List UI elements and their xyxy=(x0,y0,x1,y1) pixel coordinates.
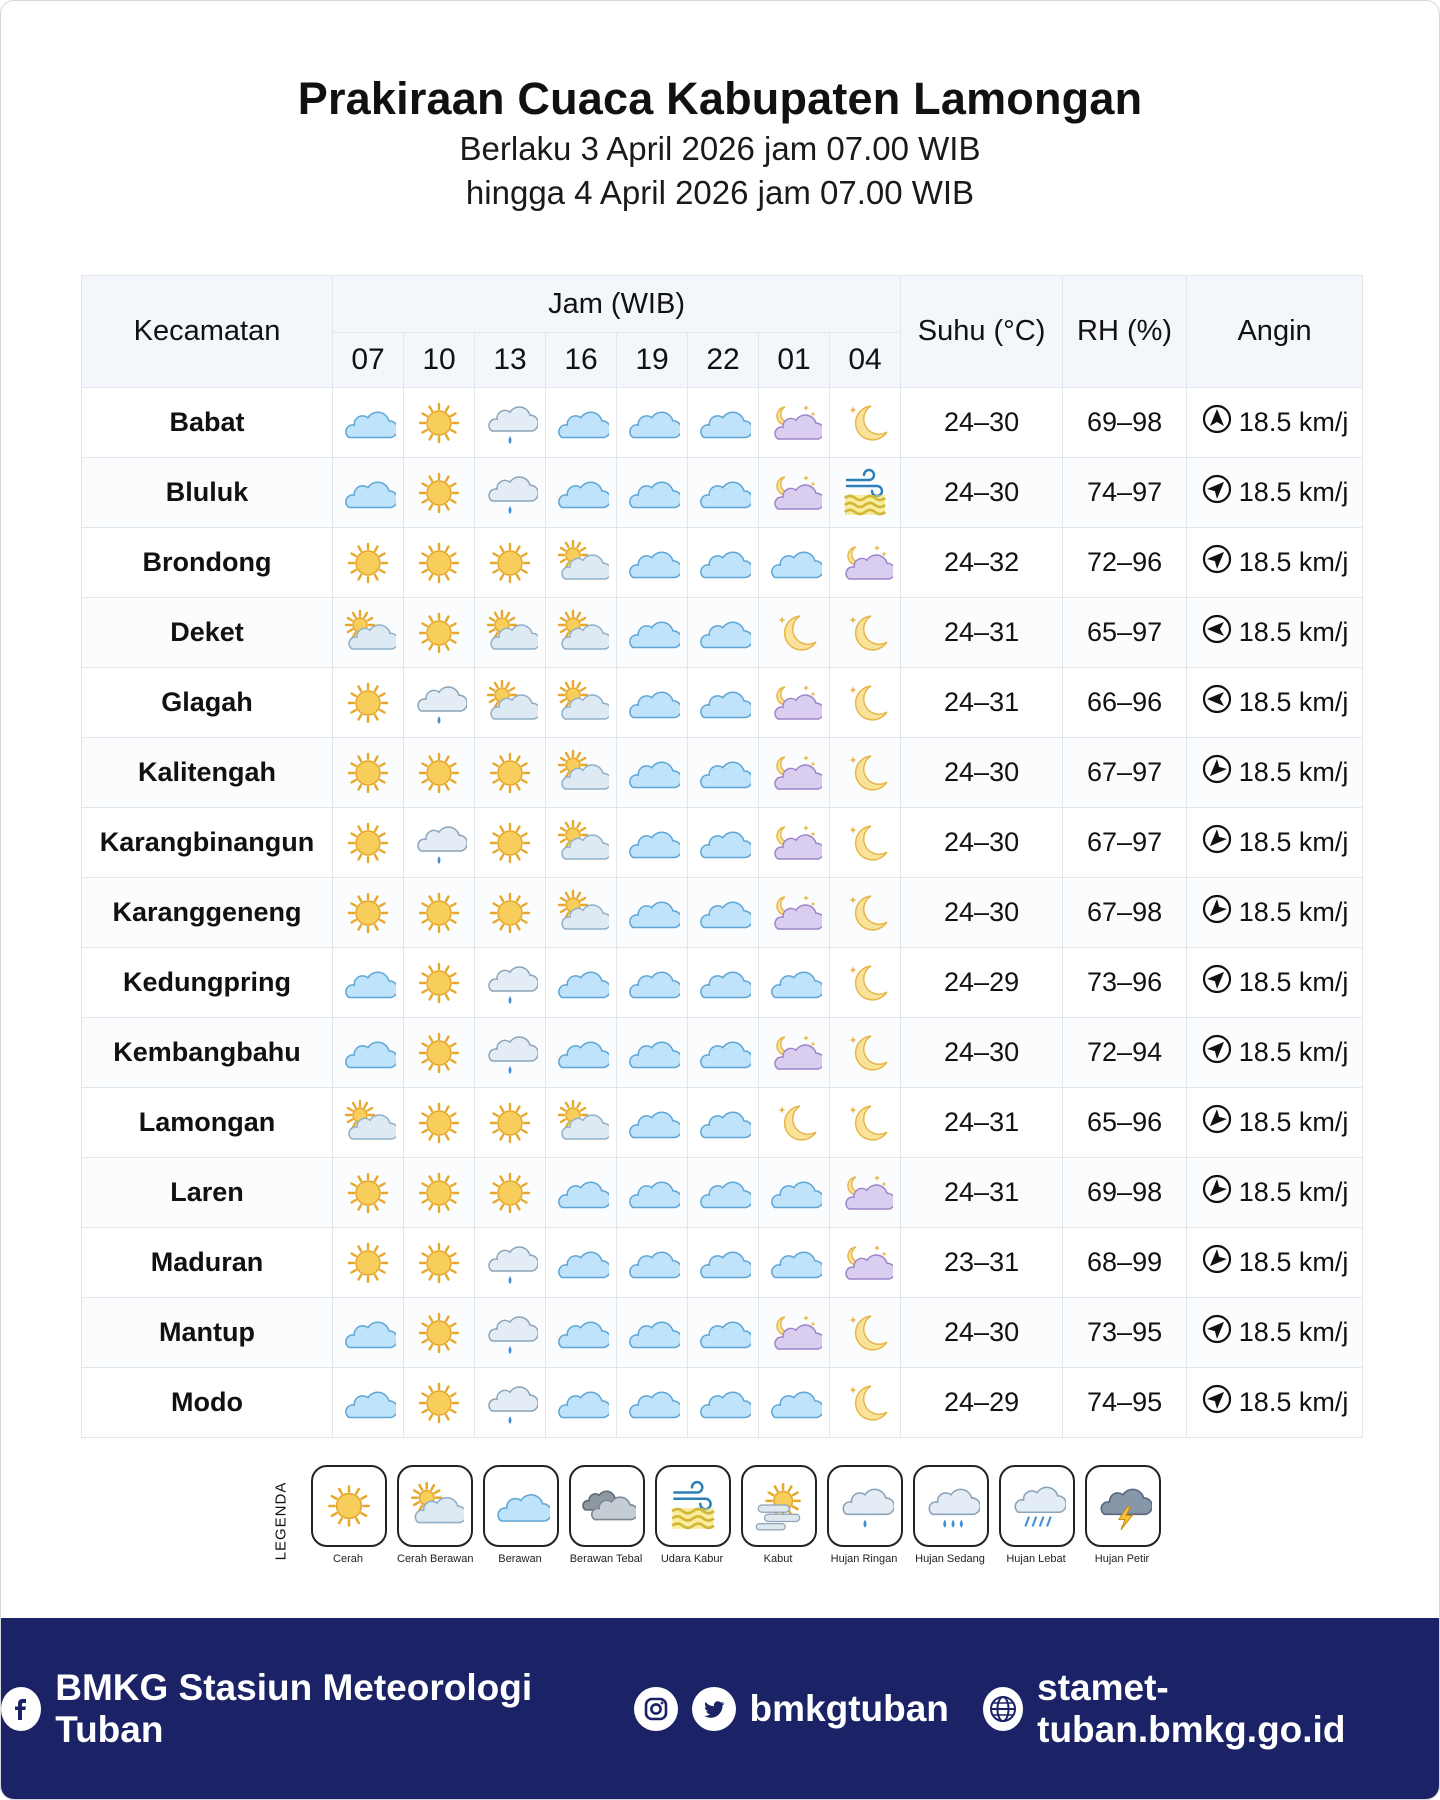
cerah-berawan-icon xyxy=(546,878,617,948)
table-row xyxy=(82,738,1363,808)
legend xyxy=(267,1465,1187,1575)
header-district: Kecamatan xyxy=(82,276,333,388)
header-hour: 10 xyxy=(404,333,475,388)
berawan-icon xyxy=(759,1228,830,1298)
humidity-cell: 65–96 xyxy=(1063,1088,1187,1158)
berawan-icon xyxy=(688,528,759,598)
temperature-cell: 24–30 xyxy=(901,878,1063,948)
berawan-icon xyxy=(546,388,617,458)
berawan-malam-icon xyxy=(759,1298,830,1368)
wind-cell xyxy=(1187,388,1363,458)
wind-direction-icon xyxy=(1201,1033,1233,1072)
berawan-icon xyxy=(688,598,759,668)
district-name: Bluluk xyxy=(82,458,333,528)
wind-speed: 18.5 km/j xyxy=(1238,547,1349,577)
temperature-cell: 24–31 xyxy=(901,598,1063,668)
header-hour: 19 xyxy=(617,333,688,388)
globe-icon xyxy=(983,1687,1023,1731)
berawan-icon xyxy=(688,878,759,948)
wind-direction-icon xyxy=(1201,753,1233,792)
cerah-icon xyxy=(475,808,546,878)
cerah-icon xyxy=(404,738,475,808)
berawan-icon xyxy=(546,1228,617,1298)
wind-speed: 18.5 km/j xyxy=(1238,1247,1349,1277)
temperature-cell: 24–30 xyxy=(901,1018,1063,1088)
wind-cell xyxy=(1187,1368,1363,1438)
temperature-cell: 24–30 xyxy=(901,388,1063,458)
table-row xyxy=(82,1088,1363,1158)
cerah-icon xyxy=(333,668,404,738)
legend-caption: Berawan xyxy=(498,1553,542,1565)
hujan-ringan-icon xyxy=(475,458,546,528)
header-hour: 16 xyxy=(546,333,617,388)
wind-cell xyxy=(1187,1298,1363,1368)
district-name: Babat xyxy=(82,388,333,458)
cerah-malam-icon xyxy=(830,1368,901,1438)
twitter-icon xyxy=(692,1687,736,1731)
berawan-icon xyxy=(688,1298,759,1368)
wind-direction-icon xyxy=(1201,893,1233,932)
berawan-icon xyxy=(617,738,688,808)
cerah-icon xyxy=(404,388,475,458)
district-name: Karangbinangun xyxy=(82,808,333,878)
cerah-malam-icon xyxy=(830,738,901,808)
wind-direction-icon xyxy=(1201,683,1233,722)
cerah-icon xyxy=(404,598,475,668)
hujan-ringan-icon xyxy=(475,1018,546,1088)
humidity-cell: 69–98 xyxy=(1063,388,1187,458)
footer-social[interactable] xyxy=(634,1687,949,1731)
humidity-cell: 65–97 xyxy=(1063,598,1187,668)
legend-item xyxy=(397,1465,474,1565)
wind-speed: 18.5 km/j xyxy=(1238,757,1349,787)
berawan-icon xyxy=(617,528,688,598)
berawan-tebal-icon xyxy=(569,1465,645,1547)
wind-speed: 18.5 km/j xyxy=(1238,1107,1349,1137)
legend-caption: Udara Kabur xyxy=(660,1553,724,1565)
wind-speed: 18.5 km/j xyxy=(1238,617,1349,647)
temperature-cell: 24–30 xyxy=(901,458,1063,528)
wind-direction-icon xyxy=(1201,403,1233,442)
berawan-malam-icon xyxy=(759,738,830,808)
berawan-malam-icon xyxy=(830,528,901,598)
cerah-icon xyxy=(475,1158,546,1228)
cerah-icon xyxy=(404,528,475,598)
cerah-malam-icon xyxy=(830,808,901,878)
table-row xyxy=(82,1158,1363,1228)
wind-speed: 18.5 km/j xyxy=(1238,967,1349,997)
cerah-berawan-icon xyxy=(475,668,546,738)
cerah-malam-icon xyxy=(830,1018,901,1088)
berawan-malam-icon xyxy=(759,388,830,458)
hujan-ringan-icon xyxy=(475,388,546,458)
berawan-icon xyxy=(617,458,688,528)
district-name: Lamongan xyxy=(82,1088,333,1158)
berawan-icon xyxy=(617,948,688,1018)
temperature-cell: 23–31 xyxy=(901,1228,1063,1298)
cerah-icon xyxy=(333,1228,404,1298)
berawan-malam-icon xyxy=(759,808,830,878)
berawan-icon xyxy=(617,1368,688,1438)
table-row xyxy=(82,878,1363,948)
legend-item xyxy=(483,1465,557,1565)
table-row xyxy=(82,948,1363,1018)
cerah-malam-icon xyxy=(830,1088,901,1158)
cerah-icon xyxy=(404,1298,475,1368)
cerah-berawan-icon xyxy=(546,668,617,738)
kabut-icon xyxy=(741,1465,817,1547)
district-name: Maduran xyxy=(82,1228,333,1298)
legend-item xyxy=(655,1465,729,1565)
header-hour: 22 xyxy=(688,333,759,388)
berawan-icon xyxy=(688,738,759,808)
table-row xyxy=(82,528,1363,598)
cerah-berawan-icon xyxy=(333,1088,404,1158)
wind-cell xyxy=(1187,738,1363,808)
legend-label-text: LEGENDA xyxy=(272,1481,290,1561)
udara-kabur-icon xyxy=(655,1465,731,1547)
berawan-icon xyxy=(617,808,688,878)
berawan-icon xyxy=(617,1158,688,1228)
wind-direction-icon xyxy=(1201,1103,1233,1142)
berawan-icon xyxy=(688,388,759,458)
table-row xyxy=(82,1018,1363,1088)
cerah-berawan-icon xyxy=(546,738,617,808)
humidity-cell: 74–97 xyxy=(1063,458,1187,528)
header-temperature: Suhu (°C) xyxy=(901,276,1063,388)
berawan-malam-icon xyxy=(759,668,830,738)
hujan-ringan-icon xyxy=(404,808,475,878)
temperature-cell: 24–30 xyxy=(901,1298,1063,1368)
berawan-icon xyxy=(688,948,759,1018)
footer xyxy=(1,1618,1439,1799)
table-row xyxy=(82,458,1363,528)
berawan-icon xyxy=(333,948,404,1018)
legend-item xyxy=(913,1465,987,1565)
table-row xyxy=(82,1368,1363,1438)
cerah-icon xyxy=(404,458,475,528)
humidity-cell: 72–94 xyxy=(1063,1018,1187,1088)
hujan-lebat-icon xyxy=(999,1465,1075,1547)
legend-items xyxy=(311,1465,1159,1565)
humidity-cell: 66–96 xyxy=(1063,668,1187,738)
berawan-icon xyxy=(688,1158,759,1228)
wind-cell xyxy=(1187,1158,1363,1228)
cerah-berawan-icon xyxy=(333,598,404,668)
cerah-icon xyxy=(333,528,404,598)
district-name: Mantup xyxy=(82,1298,333,1368)
berawan-icon xyxy=(333,458,404,528)
page-title: Prakiraan Cuaca Kabupaten Lamongan xyxy=(297,73,1143,124)
humidity-cell: 67–97 xyxy=(1063,738,1187,808)
hujan-sedang-icon xyxy=(913,1465,989,1547)
berawan-icon xyxy=(617,388,688,458)
berawan-malam-icon xyxy=(759,878,830,948)
legend-caption: Cerah xyxy=(333,1553,363,1565)
wind-cell xyxy=(1187,458,1363,528)
cerah-malam-icon xyxy=(759,1088,830,1158)
wind-speed: 18.5 km/j xyxy=(1238,477,1349,507)
berawan-icon xyxy=(546,458,617,528)
district-name: Modo xyxy=(82,1368,333,1438)
berawan-icon xyxy=(333,1018,404,1088)
legend-item xyxy=(999,1465,1073,1565)
berawan-icon xyxy=(333,1368,404,1438)
berawan-icon xyxy=(546,1298,617,1368)
wind-direction-icon xyxy=(1201,1243,1233,1282)
valid-from-text: Berlaku 3 April 2026 jam 07.00 WIB xyxy=(459,130,981,167)
humidity-cell: 67–98 xyxy=(1063,878,1187,948)
district-name: Kembangbahu xyxy=(82,1018,333,1088)
wind-cell xyxy=(1187,1228,1363,1298)
hujan-petir-icon xyxy=(1085,1465,1161,1547)
district-name: Karanggeneng xyxy=(82,878,333,948)
table-row xyxy=(82,598,1363,668)
legend-label xyxy=(267,1473,295,1569)
cerah-berawan-icon xyxy=(397,1465,473,1547)
footer-website[interactable] xyxy=(983,1667,1439,1751)
cerah-malam-icon xyxy=(759,598,830,668)
cerah-icon xyxy=(333,738,404,808)
berawan-malam-icon xyxy=(759,1018,830,1088)
cerah-icon xyxy=(404,1018,475,1088)
valid-to-text: hingga 4 April 2026 jam 07.00 WIB xyxy=(465,174,975,211)
humidity-cell: 68–99 xyxy=(1063,1228,1187,1298)
berawan-icon xyxy=(688,1368,759,1438)
header-wind: Angin xyxy=(1187,276,1363,388)
berawan-icon xyxy=(333,1298,404,1368)
berawan-icon xyxy=(333,388,404,458)
legend-item xyxy=(311,1465,385,1565)
district-name: Laren xyxy=(82,1158,333,1228)
cerah-icon xyxy=(475,528,546,598)
wind-direction-icon xyxy=(1201,1313,1233,1352)
cerah-malam-icon xyxy=(830,878,901,948)
wind-cell xyxy=(1187,528,1363,598)
cerah-berawan-icon xyxy=(475,598,546,668)
legend-item xyxy=(741,1465,815,1565)
footer-facebook[interactable] xyxy=(1,1667,600,1751)
cerah-icon xyxy=(404,1088,475,1158)
berawan-icon xyxy=(546,1368,617,1438)
cerah-berawan-icon xyxy=(546,1088,617,1158)
district-name: Deket xyxy=(82,598,333,668)
wind-speed: 18.5 km/j xyxy=(1238,407,1349,437)
wind-direction-icon xyxy=(1201,963,1233,1002)
header-humidity: RH (%) xyxy=(1063,276,1187,388)
legend-caption: Berawan Tebal xyxy=(569,1553,643,1565)
cerah-icon xyxy=(404,1158,475,1228)
berawan-icon xyxy=(617,1228,688,1298)
berawan-icon xyxy=(759,948,830,1018)
cerah-icon xyxy=(475,738,546,808)
wind-speed: 18.5 km/j xyxy=(1238,1037,1349,1067)
wind-cell xyxy=(1187,598,1363,668)
wind-speed: 18.5 km/j xyxy=(1238,687,1349,717)
hujan-ringan-icon xyxy=(475,948,546,1018)
social-handle: bmkgtuban xyxy=(749,1687,949,1729)
wind-direction-icon xyxy=(1201,543,1233,582)
berawan-icon xyxy=(688,458,759,528)
legend-item xyxy=(1085,1465,1159,1565)
temperature-cell: 24–30 xyxy=(901,738,1063,808)
website-url: stamet-tuban.bmkg.go.id xyxy=(1037,1666,1346,1750)
humidity-cell: 69–98 xyxy=(1063,1158,1187,1228)
berawan-icon xyxy=(759,1368,830,1438)
district-name: Glagah xyxy=(82,668,333,738)
district-name: Brondong xyxy=(82,528,333,598)
berawan-icon xyxy=(759,528,830,598)
berawan-icon xyxy=(483,1465,559,1547)
legend-caption: Hujan Lebat xyxy=(1006,1553,1066,1565)
facebook-icon xyxy=(1,1687,41,1731)
facebook-name: BMKG Stasiun Meteorologi Tuban xyxy=(55,1666,533,1750)
cerah-malam-icon xyxy=(830,388,901,458)
hujan-ringan-icon xyxy=(827,1465,903,1547)
cerah-icon xyxy=(404,1228,475,1298)
berawan-icon xyxy=(688,1228,759,1298)
berawan-malam-icon xyxy=(830,1158,901,1228)
wind-direction-icon xyxy=(1201,613,1233,652)
wind-speed: 18.5 km/j xyxy=(1238,827,1349,857)
berawan-icon xyxy=(617,1088,688,1158)
cerah-icon xyxy=(333,808,404,878)
table-row xyxy=(82,1298,1363,1368)
legend-item xyxy=(569,1465,643,1565)
header-hour: 07 xyxy=(333,333,404,388)
berawan-icon xyxy=(688,808,759,878)
humidity-cell: 73–96 xyxy=(1063,948,1187,1018)
legend-caption: Hujan Petir xyxy=(1094,1553,1150,1565)
cerah-malam-icon xyxy=(830,598,901,668)
wind-cell xyxy=(1187,878,1363,948)
wind-cell xyxy=(1187,668,1363,738)
temperature-cell: 24–30 xyxy=(901,808,1063,878)
temperature-cell: 24–31 xyxy=(901,1088,1063,1158)
legend-caption: Kabut xyxy=(763,1553,793,1565)
forecast-table-wrapper xyxy=(81,275,1362,1438)
wind-cell xyxy=(1187,1088,1363,1158)
wind-cell xyxy=(1187,1018,1363,1088)
wind-cell xyxy=(1187,808,1363,878)
temperature-cell: 24–31 xyxy=(901,1158,1063,1228)
wind-speed: 18.5 km/j xyxy=(1238,1177,1349,1207)
berawan-icon xyxy=(617,878,688,948)
cerah-icon xyxy=(311,1465,387,1547)
header-hour: 04 xyxy=(830,333,901,388)
berawan-icon xyxy=(688,668,759,738)
forecast-table xyxy=(81,275,1363,1438)
berawan-icon xyxy=(617,1298,688,1368)
hujan-ringan-icon xyxy=(475,1298,546,1368)
berawan-malam-icon xyxy=(759,458,830,528)
wind-direction-icon xyxy=(1201,823,1233,862)
table-row xyxy=(82,808,1363,878)
humidity-cell: 67–97 xyxy=(1063,808,1187,878)
temperature-cell: 24–31 xyxy=(901,668,1063,738)
berawan-icon xyxy=(546,948,617,1018)
berawan-icon xyxy=(759,1158,830,1228)
temperature-cell: 24–29 xyxy=(901,948,1063,1018)
legend-caption: Hujan Sedang xyxy=(915,1553,985,1565)
district-name: Kalitengah xyxy=(82,738,333,808)
humidity-cell: 74–95 xyxy=(1063,1368,1187,1438)
legend-item xyxy=(827,1465,901,1565)
temperature-cell: 24–29 xyxy=(901,1368,1063,1438)
cerah-icon xyxy=(404,1368,475,1438)
berawan-malam-icon xyxy=(830,1228,901,1298)
humidity-cell: 72–96 xyxy=(1063,528,1187,598)
cerah-icon xyxy=(404,878,475,948)
berawan-icon xyxy=(617,1018,688,1088)
humidity-cell: 73–95 xyxy=(1063,1298,1187,1368)
hujan-ringan-icon xyxy=(404,668,475,738)
wind-cell xyxy=(1187,948,1363,1018)
wind-direction-icon xyxy=(1201,473,1233,512)
wind-speed: 18.5 km/j xyxy=(1238,1387,1349,1417)
legend-caption: Cerah Berawan xyxy=(397,1553,474,1565)
wind-direction-icon xyxy=(1201,1173,1233,1212)
cerah-berawan-icon xyxy=(546,598,617,668)
berawan-icon xyxy=(546,1018,617,1088)
cerah-berawan-icon xyxy=(546,808,617,878)
cerah-icon xyxy=(475,878,546,948)
poster-header xyxy=(1,73,1439,213)
cerah-malam-icon xyxy=(830,668,901,738)
header-hour: 01 xyxy=(759,333,830,388)
cerah-icon xyxy=(333,1158,404,1228)
udara-kabur-icon xyxy=(830,458,901,528)
cerah-icon xyxy=(333,878,404,948)
berawan-icon xyxy=(617,668,688,738)
header-hour: 13 xyxy=(475,333,546,388)
cerah-berawan-icon xyxy=(546,528,617,598)
berawan-icon xyxy=(688,1018,759,1088)
hujan-ringan-icon xyxy=(475,1228,546,1298)
wind-speed: 18.5 km/j xyxy=(1238,897,1349,927)
table-row xyxy=(82,668,1363,738)
wind-speed: 18.5 km/j xyxy=(1238,1317,1349,1347)
berawan-icon xyxy=(546,1158,617,1228)
legend-caption: Hujan Ringan xyxy=(830,1553,898,1565)
table-row xyxy=(82,388,1363,458)
cerah-malam-icon xyxy=(830,948,901,1018)
instagram-icon xyxy=(634,1687,678,1731)
temperature-cell: 24–32 xyxy=(901,528,1063,598)
wind-direction-icon xyxy=(1201,1383,1233,1422)
table-row xyxy=(82,1228,1363,1298)
cerah-icon xyxy=(475,1088,546,1158)
district-name: Kedungpring xyxy=(82,948,333,1018)
berawan-icon xyxy=(617,598,688,668)
cerah-icon xyxy=(404,948,475,1018)
header-hours-group: Jam (WIB) xyxy=(333,276,901,333)
cerah-malam-icon xyxy=(830,1298,901,1368)
hujan-ringan-icon xyxy=(475,1368,546,1438)
forecast-table-body xyxy=(82,388,1363,1438)
berawan-icon xyxy=(688,1088,759,1158)
